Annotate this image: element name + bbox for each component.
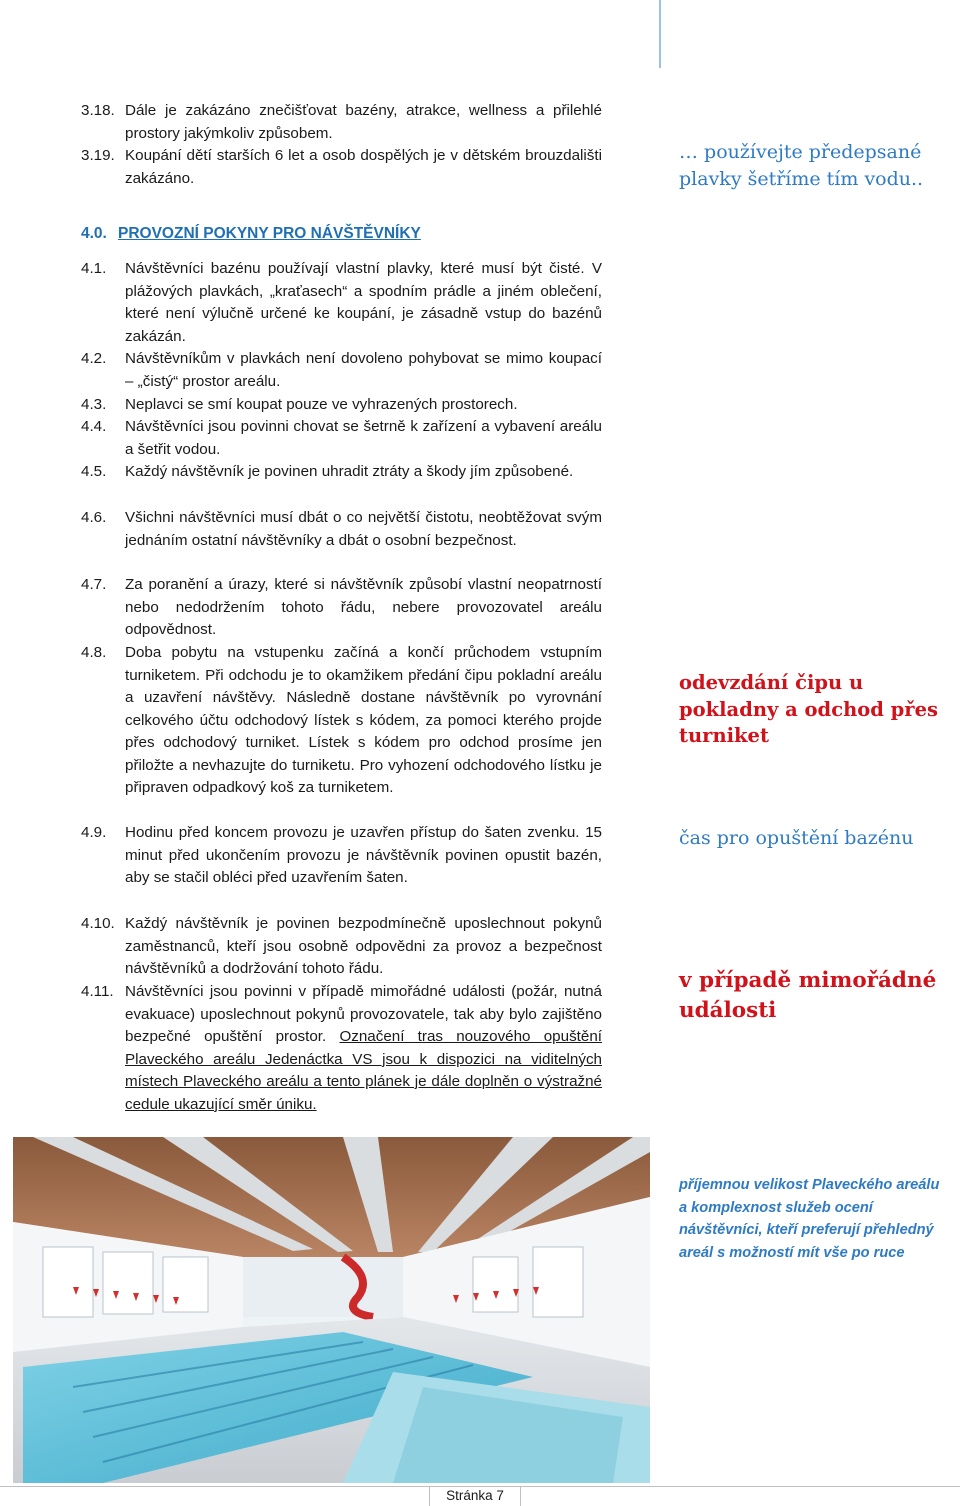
- rule-text: Za poranění a úrazy, které si návštěvník způsobí vlastní neopatrností nebo nedodržením tohoto řádu, nebere provozovatel areálu odpovědnost.: [125, 576, 602, 638]
- rule-text: Každý návštěvník je povinen bezpodmínečně uposlechnout pokynů zaměstnanců, kteří jsou osobně odpovědni za provoz a bezpečnost návštěvníků a dodržování tohoto řádu.: [125, 915, 602, 977]
- rule-number: 4.6.: [81, 509, 107, 526]
- rule-text: Hodinu před koncem provozu je uzavřen přístup do šaten zvenku. 15 minut před ukončením provozu je návštěvník povinen opustit bazén, aby se stačil obléci před uzavřením šaten.: [125, 824, 602, 886]
- rule-number: 4.7.: [81, 576, 107, 593]
- rule-text: Návštěvníkům v plavkách není dovoleno pohybovat se mimo koupací – „čistý“ prostor areálu.: [125, 350, 602, 390]
- section-number: 4.0.: [81, 225, 107, 242]
- rule-text: Návštěvníci jsou povinni chovat se šetrně k zařízení a vybavení areálu a šetřit vodou.: [125, 418, 602, 458]
- rule-text: [125, 981, 602, 1116]
- rule-number: 4.9.: [81, 824, 107, 841]
- rule-text: Návštěvníci bazénu používají vlastní plavky, které musí být čisté. V plážových plavkách, „kraťasech“ a spodním prádle a jiném oblečení, které není výlučně určené ke koupání, je zásadně vstup do bazénů zakázán.: [125, 260, 602, 345]
- sidebar-note-area: příjemnou velikost Plaveckého areálu a komplexnost služeb ocení návštěvníci, kteří preferují přehledný areál s možností mít vše po ruce: [679, 1177, 940, 1262]
- rule-number: 4.3.: [81, 396, 107, 413]
- sidebar-note-swimwear: … používejte předepsané plavky šetříme tím vodu..: [679, 141, 924, 190]
- margin-divider-line: [659, 0, 661, 68]
- rule-text: Koupání dětí starších 6 let a osob dospělých je v dětském brouzdališti zakázáno.: [125, 147, 602, 187]
- rule-text-plain: Návštěvníci jsou povinni v případě mimořádné události (požár, nutná evakuace) uposlechnout pokynů provozovatele, tak aby bylo zajištěno bezpečné opuštění prostor.: [125, 983, 602, 1045]
- rule-number: 4.10.: [81, 915, 115, 932]
- rule-text: Doba pobytu na vstupenku začíná a končí průchodem vstupním turniketem. Při odchodu je to okamžikem předání čipu pokladní areálu a uzavření návštěvy. Následně dostane návštěvník po vyrovnání celkového účtu odchodový lístek s kódem, za pomoci kterého projde přes odchodový turniket. Lístek s kódem pro odchod prosíme jen přiložte a nevhazujte do turniketu. Pro vyhození odchodového lístku je připraven odpadkový koš za turniketem.: [125, 644, 602, 796]
- rule-text: Neplavci se smí koupat pouze ve vyhrazených prostorech.: [125, 396, 518, 413]
- sidebar-note-time: čas pro opuštění bazénu: [679, 827, 914, 849]
- sidebar-note-emergency: v případě mimořádné události: [679, 968, 937, 1023]
- indoor-pool-photo: [13, 1137, 650, 1483]
- rule-number: 4.1.: [81, 260, 107, 277]
- page-number: Stránka 7: [446, 1488, 504, 1503]
- rule-number: 4.2.: [81, 350, 107, 367]
- rule-number: 4.8.: [81, 644, 107, 661]
- sidebar-note-chip: odevzdání čipu u pokladny a odchod přes turniket: [679, 671, 938, 747]
- rule-text: Dále je zakázáno znečišťovat bazény, atrakce, wellness a přilehlé prostory jakýmkoliv způsobem.: [125, 102, 602, 142]
- rule-number: 3.19.: [81, 147, 115, 164]
- rule-text: Každý návštěvník je povinen uhradit ztráty a škody jím způsobené.: [125, 463, 574, 480]
- rule-number: 4.11.: [81, 983, 114, 1000]
- rule-number: 4.5.: [81, 463, 107, 480]
- page-number-box: [429, 1486, 521, 1506]
- evacuation-note: Označení tras nouzového opuštění Plaveckého areálu Jedenáctka VS jsou k dispozici na viditelných místech Plaveckého areálu a tento plánek je dále doplněn o výstražné cedule ukazující směr úniku.: [125, 1028, 602, 1113]
- rule-number: 3.18.: [81, 102, 115, 119]
- section-title: PROVOZNÍ POKYNY PRO NÁVŠTĚVNÍKY: [118, 225, 421, 242]
- rule-number: 4.4.: [81, 418, 107, 435]
- section-heading: [81, 223, 421, 245]
- rule-text: Všichni návštěvníci musí dbát o co největší čistotu, neobtěžovat svým jednáním ostatní návštěvníky a dbát o osobní bezpečnost.: [125, 509, 602, 549]
